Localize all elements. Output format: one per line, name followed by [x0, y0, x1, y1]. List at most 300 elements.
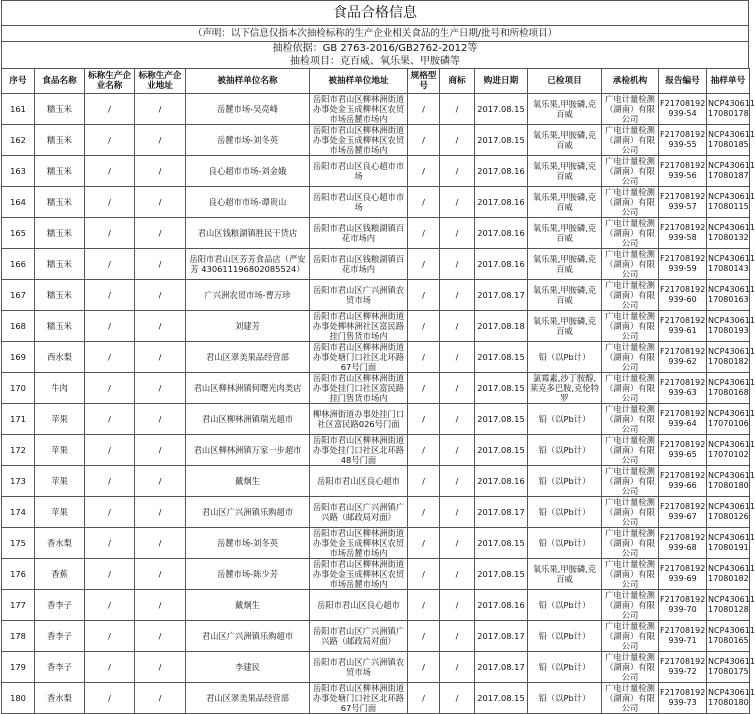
cell-producer-address: /: [135, 125, 186, 156]
cell-tested-items: 氧乐果,甲胺磷,克百威: [528, 125, 602, 156]
cell-sample-no: NCP430611 17080175: [707, 652, 750, 683]
cell-spec: /: [408, 342, 440, 373]
cell-producer-name: /: [85, 280, 135, 311]
cell-food-name: 香水梨: [35, 528, 85, 559]
table-row: [2, 218, 750, 249]
cell-testing-agency: 广电计量检测（湖南）有限公司: [602, 373, 659, 404]
col-header-sample-no: 抽样单号: [707, 69, 750, 94]
cell-tested-items: 氧乐果,甲胺磷,克百威: [528, 311, 602, 342]
col-header-report-no: 报告编号: [659, 69, 707, 94]
cell-spec: /: [408, 404, 440, 435]
food-qualified-info-sheet: [1, 0, 755, 714]
cell-purchase-date: 2017.08.17: [475, 621, 528, 652]
cell-sampled-unit-address: 岳阳市君山区广兴洲镇农贸市场: [310, 652, 408, 683]
cell-spec: /: [408, 156, 440, 187]
cell-testing-agency: 广电计量检测（湖南）有限公司: [602, 187, 659, 218]
cell-tested-items: 铅（以Pb计）: [528, 497, 602, 528]
cell-food-name: 糯玉米: [35, 280, 85, 311]
cell-sampled-unit-address: 岳阳市君山区柳林洲街道办事处塘门口社区北环路67号门面: [310, 342, 408, 373]
cell-food-name: 糯玉米: [35, 125, 85, 156]
cell-food-name: 香水梨: [35, 683, 85, 714]
cell-spec: /: [408, 559, 440, 590]
cell-index: 164: [2, 187, 35, 218]
cell-tested-items: 氧乐果,甲胺磷,克百威: [528, 156, 602, 187]
cell-sample-no: NCP430611 17080187: [707, 156, 750, 187]
cell-sample-no: NCP430611 17080193: [707, 311, 750, 342]
cell-sampled-unit-name: 戴炯生: [186, 590, 310, 621]
cell-producer-name: /: [85, 94, 135, 125]
cell-purchase-date: 2017.08.15: [475, 528, 528, 559]
cell-trademark: /: [440, 590, 475, 621]
cell-testing-agency: 广电计量检测（湖南）有限公司: [602, 559, 659, 590]
cell-purchase-date: 2017.08.15: [475, 404, 528, 435]
cell-sampled-unit-address: 岳阳市君山区柳林洲街道办事处柳林洲社区富民路挂门售货市场内: [310, 311, 408, 342]
cell-tested-items: 氧乐果,甲胺磷,克百威: [528, 94, 602, 125]
cell-report-no: F21708192 939-56: [659, 156, 707, 187]
cell-tested-items: 铅（以Pb计）: [528, 528, 602, 559]
cell-sampled-unit-name: 岳麓市场-陈少芳: [186, 559, 310, 590]
col-header-spec: 规格型号: [408, 69, 440, 94]
cell-food-name: 西水梨: [35, 342, 85, 373]
cell-index: 165: [2, 218, 35, 249]
table-row: [2, 373, 750, 404]
cell-food-name: 糯玉米: [35, 187, 85, 218]
cell-sample-no: NCP430611 17080115: [707, 187, 750, 218]
cell-purchase-date: 2017.08.16: [475, 218, 528, 249]
col-header-producer-address: 标称生产企业地址: [135, 69, 186, 94]
col-header-producer-name: 标称生产企业名称: [85, 69, 135, 94]
cell-spec: /: [408, 466, 440, 497]
cell-producer-name: /: [85, 683, 135, 714]
cell-purchase-date: 2017.08.16: [475, 590, 528, 621]
cell-sampled-unit-address: 岳阳市君山区柳林洲街道办事处塘门口社区北环路67号门面: [310, 683, 408, 714]
cell-producer-address: /: [135, 559, 186, 590]
cell-sampled-unit-name: 戴炯生: [186, 466, 310, 497]
cell-trademark: /: [440, 156, 475, 187]
cell-food-name: 香李子: [35, 621, 85, 652]
table-row: [2, 621, 750, 652]
cell-trademark: /: [440, 311, 475, 342]
cell-sampled-unit-name: 良心超市市场-刘金娥: [186, 156, 310, 187]
cell-trademark: /: [440, 652, 475, 683]
cell-sampled-unit-address: 岳阳市君山区柳林洲街道办事处金玉成柳林区农贸市场岳麓市场内: [310, 94, 408, 125]
cell-testing-agency: 广电计量检测（湖南）有限公司: [602, 125, 659, 156]
cell-producer-address: /: [135, 187, 186, 218]
cell-spec: /: [408, 280, 440, 311]
cell-sampled-unit-name: 君山区广兴洲镇乐购超市: [186, 497, 310, 528]
cell-sample-no: NCP430611 17080185: [707, 125, 750, 156]
table-row: [2, 311, 750, 342]
cell-testing-agency: 广电计量检测（湖南）有限公司: [602, 94, 659, 125]
cell-producer-address: /: [135, 404, 186, 435]
col-header-trademark: 商标: [440, 69, 475, 94]
cell-sample-no: NCP430611 17080178: [707, 94, 750, 125]
col-header-testing-agency: 承检机构: [602, 69, 659, 94]
cell-producer-name: /: [85, 218, 135, 249]
cell-sampled-unit-name: 岳阳市君山区芳芳食品店（严安芳 430611196802085524）: [186, 249, 310, 280]
cell-tested-items: 铅（以Pb计）: [528, 590, 602, 621]
cell-producer-address: /: [135, 311, 186, 342]
cell-spec: /: [408, 249, 440, 280]
table-row: [2, 528, 750, 559]
cell-sample-no: NCP430611 17080163: [707, 280, 750, 311]
cell-food-name: 糯玉米: [35, 311, 85, 342]
cell-testing-agency: 广电计量检测（湖南）有限公司: [602, 621, 659, 652]
declaration-note: （声明：以下信息仅指本次抽检标称的生产企业相关食品的生产日期/批号和所检项目）: [2, 26, 748, 42]
cell-report-no: F21708192 939-55: [659, 125, 707, 156]
cell-report-no: F21708192 939-67: [659, 497, 707, 528]
cell-sample-no: NCP430611 17080132: [707, 218, 750, 249]
col-header-sampled-unit-address: 被抽样单位地址: [310, 69, 408, 94]
cell-index: 168: [2, 311, 35, 342]
cell-sampled-unit-address: 岳阳市君山区广兴洲镇农贸市场: [310, 280, 408, 311]
col-header-tested-items: 已检项目: [528, 69, 602, 94]
cell-trademark: /: [440, 559, 475, 590]
table-row: [2, 652, 750, 683]
cell-testing-agency: 广电计量检测（湖南）有限公司: [602, 466, 659, 497]
cell-report-no: F21708192 939-69: [659, 559, 707, 590]
cell-producer-address: /: [135, 683, 186, 714]
cell-sample-no: NCP430611 17080180: [707, 466, 750, 497]
cell-producer-name: /: [85, 187, 135, 218]
cell-report-no: F21708192 939-66: [659, 466, 707, 497]
cell-testing-agency: 广电计量检测（湖南）有限公司: [602, 652, 659, 683]
cell-sampled-unit-address: 岳阳市君山区良心超市市场: [310, 156, 408, 187]
cell-report-no: F21708192 939-65: [659, 435, 707, 466]
cell-purchase-date: 2017.08.18: [475, 311, 528, 342]
cell-food-name: 香蕉: [35, 559, 85, 590]
table-row: [2, 125, 750, 156]
cell-testing-agency: 广电计量检测（湖南）有限公司: [602, 311, 659, 342]
cell-tested-items: 氧乐果,甲胺磷,克百威: [528, 218, 602, 249]
cell-trademark: /: [440, 249, 475, 280]
sheet-header: [1, 0, 749, 68]
cell-testing-agency: 广电计量检测（湖南）有限公司: [602, 497, 659, 528]
cell-sample-no: NCP430611 17080128: [707, 590, 750, 621]
cell-trademark: /: [440, 435, 475, 466]
cell-testing-agency: 广电计量检测（湖南）有限公司: [602, 404, 659, 435]
cell-tested-items: 铅（以Pb计）: [528, 342, 602, 373]
cell-index: 169: [2, 342, 35, 373]
cell-sampled-unit-address: 岳阳市君山区柳林洲街道办事处金玉成柳林区农贸市场岳麓市场内: [310, 559, 408, 590]
table-row: [2, 435, 750, 466]
cell-spec: /: [408, 652, 440, 683]
cell-spec: /: [408, 683, 440, 714]
cell-producer-name: /: [85, 125, 135, 156]
cell-sampled-unit-address: 岳阳市君山区良心超市市场: [310, 187, 408, 218]
cell-purchase-date: 2017.08.16: [475, 156, 528, 187]
cell-food-name: 苹果: [35, 497, 85, 528]
cell-purchase-date: 2017.08.16: [475, 187, 528, 218]
cell-sampled-unit-address: 岳阳市君山区钱粮湖镇百花市场内: [310, 249, 408, 280]
cell-testing-agency: 广电计量检测（湖南）有限公司: [602, 683, 659, 714]
cell-sampled-unit-name: 岳麓市场-刘冬英: [186, 528, 310, 559]
cell-sampled-unit-address: 岳阳市君山区良心超市: [310, 590, 408, 621]
cell-report-no: F21708192 939-58: [659, 218, 707, 249]
cell-index: 162: [2, 125, 35, 156]
cell-sample-no: NCP430611 17080182: [707, 559, 750, 590]
cell-sampled-unit-name: 良心超市市场-谭贵山: [186, 187, 310, 218]
cell-testing-agency: 广电计量检测（湖南）有限公司: [602, 280, 659, 311]
table-row: [2, 94, 750, 125]
cell-report-no: F21708192 939-72: [659, 652, 707, 683]
cell-spec: /: [408, 435, 440, 466]
cell-sample-no: NCP430611 17080180: [707, 683, 750, 714]
cell-sampled-unit-name: 岳麓市场-吴亮峰: [186, 94, 310, 125]
col-header-purchase-date: 购进日期: [475, 69, 528, 94]
cell-producer-name: /: [85, 373, 135, 404]
cell-trademark: /: [440, 621, 475, 652]
cell-spec: /: [408, 621, 440, 652]
cell-purchase-date: 2017.08.16: [475, 466, 528, 497]
cell-sample-no: NCP430611 17080168: [707, 373, 750, 404]
cell-index: 170: [2, 373, 35, 404]
cell-producer-address: /: [135, 590, 186, 621]
cell-spec: /: [408, 528, 440, 559]
table-row: [2, 590, 750, 621]
cell-spec: /: [408, 94, 440, 125]
inspection-basis: 抽检依据：GB 2763-2016/GB2762-2012等: [272, 43, 478, 54]
cell-sample-no: NCP430611 17080143: [707, 249, 750, 280]
cell-purchase-date: 2017.08.15: [475, 342, 528, 373]
cell-index: 177: [2, 590, 35, 621]
cell-trademark: /: [440, 373, 475, 404]
cell-index: 163: [2, 156, 35, 187]
cell-sampled-unit-name: 李建民: [186, 652, 310, 683]
inspection-items: 抽检项目：克百威、氧乐果、甲胺磷等: [290, 56, 460, 67]
cell-index: 180: [2, 683, 35, 714]
table-row: [2, 280, 750, 311]
cell-sample-no: NCP430611 17070106: [707, 404, 750, 435]
cell-sampled-unit-address: 岳阳市君山区广兴洲镇广兴路（邮政局对面）: [310, 621, 408, 652]
cell-tested-items: 氧乐果,甲胺磷,克百威: [528, 249, 602, 280]
cell-food-name: 糯玉米: [35, 249, 85, 280]
col-header-food-name: 食品名称: [35, 69, 85, 94]
cell-purchase-date: 2017.08.17: [475, 280, 528, 311]
cell-spec: /: [408, 218, 440, 249]
cell-report-no: F21708192 939-70: [659, 590, 707, 621]
cell-sampled-unit-address: 岳阳市君山区柳林洲街道办事处金玉成柳林区农贸市场岳麓市场内: [310, 528, 408, 559]
cell-producer-name: /: [85, 528, 135, 559]
cell-index: 172: [2, 435, 35, 466]
cell-tested-items: 铅（以Pb计）: [528, 652, 602, 683]
cell-index: 161: [2, 94, 35, 125]
cell-index: 178: [2, 621, 35, 652]
cell-trademark: /: [440, 528, 475, 559]
cell-food-name: 苹果: [35, 466, 85, 497]
cell-producer-address: /: [135, 652, 186, 683]
cell-testing-agency: 广电计量检测（湖南）有限公司: [602, 156, 659, 187]
cell-index: 176: [2, 559, 35, 590]
cell-sampled-unit-address: 岳阳市君山区柳林洲街道办事处挂门口社区富民路挂门售货市场内: [310, 373, 408, 404]
cell-trademark: /: [440, 280, 475, 311]
cell-producer-address: /: [135, 621, 186, 652]
cell-sample-no: NCP430611 17080191: [707, 528, 750, 559]
cell-tested-items: 氧乐果,甲胺磷,克百威: [528, 187, 602, 218]
cell-testing-agency: 广电计量检测（湖南）有限公司: [602, 218, 659, 249]
cell-producer-address: /: [135, 528, 186, 559]
cell-food-name: 糯玉米: [35, 94, 85, 125]
cell-report-no: F21708192 939-63: [659, 373, 707, 404]
cell-testing-agency: 广电计量检测（湖南）有限公司: [602, 528, 659, 559]
cell-food-name: 香李子: [35, 652, 85, 683]
table-row: [2, 342, 750, 373]
cell-producer-name: /: [85, 559, 135, 590]
cell-trademark: /: [440, 342, 475, 373]
cell-report-no: F21708192 939-71: [659, 621, 707, 652]
cell-tested-items: 铅（以Pb计）: [528, 435, 602, 466]
cell-tested-items: 铅（以Pb计）: [528, 466, 602, 497]
cell-food-name: 苹果: [35, 404, 85, 435]
cell-trademark: /: [440, 466, 475, 497]
cell-index: 174: [2, 497, 35, 528]
table-row: [2, 187, 750, 218]
cell-sampled-unit-address: 柳林洲街道办事处挂门口社区富民路026号门面: [310, 404, 408, 435]
results-table: [1, 68, 755, 714]
cell-tested-items: 铅（以Pb计）: [528, 621, 602, 652]
cell-trademark: /: [440, 218, 475, 249]
cell-tested-items: 氧乐果,甲胺磷,克百威: [528, 280, 602, 311]
cell-sampled-unit-name: 君山区翠美果品经营部: [186, 342, 310, 373]
cell-producer-name: /: [85, 156, 135, 187]
cell-testing-agency: 广电计量检测（湖南）有限公司: [602, 435, 659, 466]
cell-purchase-date: 2017.08.16: [475, 249, 528, 280]
cell-spec: /: [408, 590, 440, 621]
cell-index: 173: [2, 466, 35, 497]
cell-purchase-date: 2017.08.17: [475, 497, 528, 528]
cell-producer-address: /: [135, 280, 186, 311]
col-header-index: 序号: [2, 69, 35, 94]
cell-spec: /: [408, 125, 440, 156]
cell-purchase-date: 2017.08.15: [475, 125, 528, 156]
cell-trademark: /: [440, 187, 475, 218]
cell-report-no: F21708192 939-73: [659, 683, 707, 714]
cell-sampled-unit-address: 岳阳市君山区柳林洲街道办事处金玉成柳林区农贸市场岳麓市场内: [310, 125, 408, 156]
cell-index: 171: [2, 404, 35, 435]
cell-sampled-unit-name: 广兴洲农贸市场-曹万珍: [186, 280, 310, 311]
cell-purchase-date: 2017.08.17: [475, 652, 528, 683]
cell-producer-name: /: [85, 249, 135, 280]
cell-producer-address: /: [135, 435, 186, 466]
table-row: [2, 156, 750, 187]
cell-report-no: F21708192 939-61: [659, 311, 707, 342]
cell-trademark: /: [440, 404, 475, 435]
cell-producer-name: /: [85, 404, 135, 435]
cell-purchase-date: 2017.08.15: [475, 683, 528, 714]
cell-index: 175: [2, 528, 35, 559]
cell-sampled-unit-name: 君山区广兴洲镇乐购超市: [186, 621, 310, 652]
table-header-row: [2, 69, 750, 94]
cell-spec: /: [408, 373, 440, 404]
cell-report-no: F21708192 939-68: [659, 528, 707, 559]
cell-tested-items: 氯霉素,沙丁胺醇,莱克多巴胺,克伦特罗: [528, 373, 602, 404]
cell-purchase-date: 2017.08.15: [475, 373, 528, 404]
cell-producer-name: /: [85, 590, 135, 621]
cell-trademark: /: [440, 497, 475, 528]
table-body: [2, 94, 755, 714]
cell-sampled-unit-name: 君山区柳林洲镇瑞光超市: [186, 404, 310, 435]
cell-testing-agency: 广电计量检测（湖南）有限公司: [602, 342, 659, 373]
cell-report-no: F21708192 939-64: [659, 404, 707, 435]
cell-testing-agency: 广电计量检测（湖南）有限公司: [602, 249, 659, 280]
cell-food-name: 苹果: [35, 435, 85, 466]
cell-report-no: F21708192 939-54: [659, 94, 707, 125]
cell-sampled-unit-address: 岳阳市君山区钱粮湖镇百花市场内: [310, 218, 408, 249]
cell-sampled-unit-address: 岳阳市君山区广兴洲镇广兴路（邮政局对面）: [310, 497, 408, 528]
cell-producer-address: /: [135, 497, 186, 528]
cell-producer-address: /: [135, 466, 186, 497]
cell-report-no: F21708192 939-57: [659, 187, 707, 218]
cell-tested-items: 铅（以Pb计）: [528, 683, 602, 714]
table-row: [2, 466, 750, 497]
cell-food-name: 牛肉: [35, 373, 85, 404]
cell-food-name: 糯玉米: [35, 218, 85, 249]
cell-producer-name: /: [85, 342, 135, 373]
cell-sampled-unit-name: 君山区柳林洲镇万家一步超市: [186, 435, 310, 466]
table-row: [2, 497, 750, 528]
cell-producer-address: /: [135, 373, 186, 404]
cell-index: 166: [2, 249, 35, 280]
cell-testing-agency: 广电计量检测（湖南）有限公司: [602, 590, 659, 621]
col-header-sampled-unit-name: 被抽样单位名称: [186, 69, 310, 94]
cell-tested-items: 铅（以Pb计）: [528, 404, 602, 435]
cell-sampled-unit-name: 君山区钱粮湖镇胜民干货店: [186, 218, 310, 249]
cell-food-name: 香李子: [35, 590, 85, 621]
cell-report-no: F21708192 939-62: [659, 342, 707, 373]
table-row: [2, 559, 750, 590]
cell-trademark: /: [440, 125, 475, 156]
cell-producer-address: /: [135, 342, 186, 373]
cell-spec: /: [408, 311, 440, 342]
cell-producer-name: /: [85, 466, 135, 497]
page-title: 食品合格信息: [2, 1, 748, 26]
cell-producer-address: /: [135, 94, 186, 125]
cell-purchase-date: 2017.08.15: [475, 94, 528, 125]
cell-sampled-unit-name: 君山区柳林洲镇何曙光肉类店: [186, 373, 310, 404]
table-row: [2, 683, 750, 714]
cell-producer-name: /: [85, 621, 135, 652]
cell-producer-name: /: [85, 652, 135, 683]
cell-sample-no: NCP430611 17070102: [707, 435, 750, 466]
cell-report-no: F21708192 939-60: [659, 280, 707, 311]
cell-producer-name: /: [85, 435, 135, 466]
cell-producer-name: /: [85, 311, 135, 342]
cell-sample-no: NCP430611 17080182: [707, 342, 750, 373]
cell-index: 179: [2, 652, 35, 683]
cell-trademark: /: [440, 683, 475, 714]
cell-sampled-unit-name: 岳麓市场-刘冬英: [186, 125, 310, 156]
cell-producer-name: /: [85, 497, 135, 528]
cell-index: 167: [2, 280, 35, 311]
cell-report-no: F21708192 939-59: [659, 249, 707, 280]
cell-purchase-date: 2017.08.15: [475, 559, 528, 590]
cell-producer-address: /: [135, 218, 186, 249]
cell-sample-no: NCP430611 17080165: [707, 621, 750, 652]
cell-producer-address: /: [135, 249, 186, 280]
cell-purchase-date: 2017.08.15: [475, 435, 528, 466]
cell-tested-items: 氧乐果,甲胺磷,克百威: [528, 559, 602, 590]
cell-sample-no: NCP430611 17080126: [707, 497, 750, 528]
cell-sampled-unit-address: 岳阳市君山区良心超市: [310, 466, 408, 497]
cell-spec: /: [408, 497, 440, 528]
cell-sampled-unit-name: 刘建芳: [186, 311, 310, 342]
cell-sampled-unit-name: 君山区翠美果品经营部: [186, 683, 310, 714]
cell-food-name: 糯玉米: [35, 156, 85, 187]
cell-producer-address: /: [135, 156, 186, 187]
table-row: [2, 404, 750, 435]
cell-sampled-unit-address: 岳阳市君山区柳林洲街道办事处挂门口社区北环路48号门面: [310, 435, 408, 466]
cell-trademark: /: [440, 94, 475, 125]
